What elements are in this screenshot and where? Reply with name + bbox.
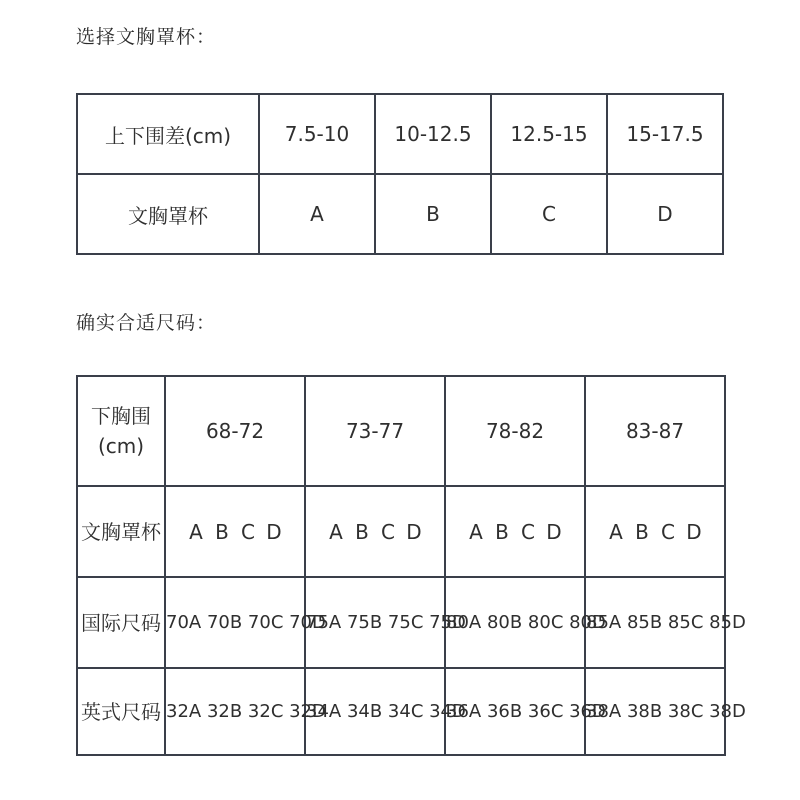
cup-letter: A	[329, 519, 343, 544]
band-cell: 68-72	[165, 376, 305, 486]
band-row-label	[77, 376, 165, 486]
cup-letter: D	[546, 519, 562, 544]
uk-size-cell: 36A 36B 36C 36D	[445, 668, 585, 755]
cup-row	[77, 174, 723, 254]
cup-letters-cell	[165, 486, 305, 577]
cup-letter: C	[661, 519, 675, 544]
cup-selection-title: 选择文胸罩杯：	[76, 26, 217, 48]
cup-letter: B	[495, 519, 509, 544]
cup-letter: C	[521, 519, 535, 544]
band-cell: 78-82	[445, 376, 585, 486]
cup-letter: D	[266, 519, 282, 544]
cup-letter: B	[355, 519, 369, 544]
size-confirm-title: 确实合适尺码：	[76, 312, 217, 334]
intl-size-row-label: 国际尺码	[77, 577, 165, 668]
band-cell: 83-87	[585, 376, 725, 486]
uk-size-row	[77, 668, 725, 755]
band-label-line1: 下胸围	[91, 404, 151, 428]
band-cell: 73-77	[305, 376, 445, 486]
cup-letter: B	[215, 519, 229, 544]
cup-letter: A	[609, 519, 623, 544]
cup-letters-row-label: 文胸罩杯	[77, 486, 165, 577]
cup-letter: A	[469, 519, 483, 544]
cup-cell: A	[259, 174, 375, 254]
difference-cell: 10-12.5	[375, 94, 491, 174]
cup-letters-row	[77, 486, 725, 577]
intl-size-cell: 85A 85B 85C 85D	[585, 577, 725, 668]
cup-size-table	[76, 93, 724, 255]
difference-cell: 15-17.5	[607, 94, 723, 174]
intl-size-cell: 75A 75B 75C 75D	[305, 577, 445, 668]
intl-size-row	[77, 577, 725, 668]
difference-cell: 7.5-10	[259, 94, 375, 174]
cup-row-label: 文胸罩杯	[77, 174, 259, 254]
uk-size-cell: 34A 34B 34C 34D	[305, 668, 445, 755]
cup-cell: B	[375, 174, 491, 254]
difference-row-label: 上下围差(cm)	[77, 94, 259, 174]
cup-letter: C	[241, 519, 255, 544]
band-row	[77, 376, 725, 486]
difference-row	[77, 94, 723, 174]
uk-size-cell: 32A 32B 32C 32D	[165, 668, 305, 755]
intl-size-cell: 70A 70B 70C 70D	[165, 577, 305, 668]
uk-size-cell: 38A 38B 38C 38D	[585, 668, 725, 755]
cup-letter: B	[635, 519, 649, 544]
size-conversion-table	[76, 375, 746, 756]
cup-letter: C	[381, 519, 395, 544]
cup-letter: D	[406, 519, 422, 544]
cup-letters-cell	[585, 486, 725, 577]
uk-size-row-label: 英式尺码	[77, 668, 165, 755]
intl-size-cell: 80A 80B 80C 80D	[445, 577, 585, 668]
cup-letters-cell	[445, 486, 585, 577]
difference-cell: 12.5-15	[491, 94, 607, 174]
cup-letters-cell	[305, 486, 445, 577]
cup-cell: C	[491, 174, 607, 254]
cup-cell: D	[607, 174, 723, 254]
band-label-line2: (cm)	[97, 434, 145, 458]
cup-letter: D	[686, 519, 702, 544]
cup-letter: A	[189, 519, 203, 544]
